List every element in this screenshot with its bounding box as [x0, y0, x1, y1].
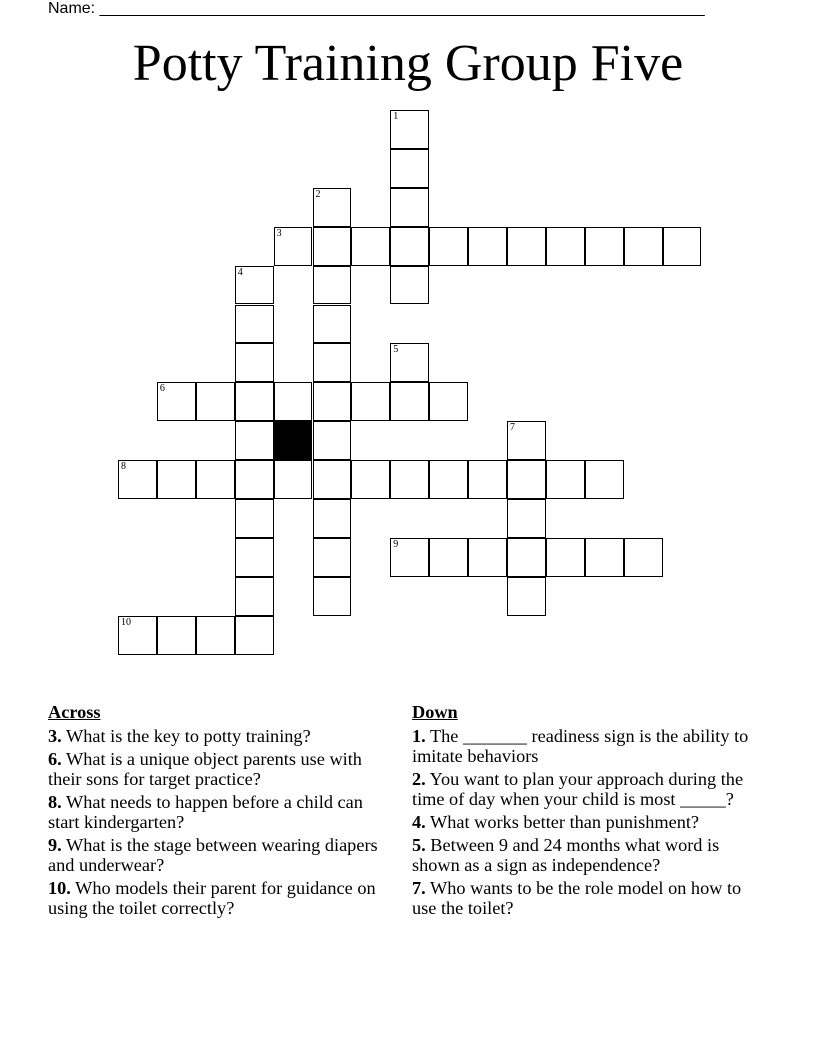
- crossword-cell[interactable]: [390, 538, 429, 577]
- crossword-cell[interactable]: [118, 616, 157, 655]
- crossword-cell[interactable]: [313, 343, 352, 382]
- down-clue-5: 5. Between 9 and 24 months what word is shown as a sign as independence?: [412, 835, 720, 875]
- crossword-cell[interactable]: [351, 460, 390, 499]
- crossword-cell[interactable]: [313, 499, 352, 538]
- clue-number: 3: [276, 227, 282, 239]
- page-title: Potty Training Group Five: [132, 35, 684, 92]
- crossword-cell[interactable]: [507, 577, 546, 616]
- crossword-cell[interactable]: [390, 382, 429, 421]
- down-clue-7: 7. Who wants to be the role model on how to use the toilet?: [412, 878, 742, 918]
- across-clue-10: 10. Who models their parent for guidance on using the toilet correctly?: [48, 878, 376, 918]
- crossword-cell[interactable]: [313, 188, 352, 227]
- across-clue-3: 3. What is the key to potty training?: [48, 726, 311, 746]
- crossword-cell[interactable]: [507, 538, 546, 577]
- crossword-cell[interactable]: [624, 227, 663, 266]
- crossword-cell[interactable]: [468, 460, 507, 499]
- crossword-cell[interactable]: [274, 382, 313, 421]
- crossword-cell[interactable]: [390, 343, 429, 382]
- down-clue-2: 2. You want to plan your approach during the time of day when your child is most _____?: [412, 769, 744, 809]
- clue-number: 10: [121, 616, 131, 628]
- crossword-black-cell: [274, 421, 313, 460]
- crossword-cell[interactable]: [196, 460, 235, 499]
- crossword-cell[interactable]: [351, 227, 390, 266]
- crossword-cell[interactable]: [313, 266, 352, 305]
- crossword-cell[interactable]: [235, 577, 274, 616]
- crossword-cell[interactable]: [507, 460, 546, 499]
- crossword-cell[interactable]: [507, 421, 546, 460]
- crossword-cell[interactable]: [274, 227, 313, 266]
- across-clue-6: 6. What is a unique object parents use with their sons for target practice?: [48, 749, 362, 789]
- crossword-cell[interactable]: [429, 227, 468, 266]
- crossword-cell[interactable]: [157, 616, 196, 655]
- crossword-cell[interactable]: [507, 499, 546, 538]
- down-heading: Down: [412, 702, 458, 722]
- crossword-cell[interactable]: [235, 538, 274, 577]
- clue-number: 7: [510, 422, 515, 434]
- crossword-cell[interactable]: [157, 460, 196, 499]
- crossword-cell[interactable]: [390, 266, 429, 305]
- crossword-cell[interactable]: [390, 460, 429, 499]
- clue-number: 1: [393, 111, 399, 122]
- crossword-cell[interactable]: [429, 460, 468, 499]
- crossword-cell[interactable]: [546, 538, 585, 577]
- crossword-cell[interactable]: [157, 382, 196, 421]
- clue-number: 5: [393, 344, 399, 356]
- crossword-cell[interactable]: [546, 227, 585, 266]
- across-clue-8: 8. What needs to happen before a child can start kindergarten?: [48, 792, 363, 832]
- crossword-cell[interactable]: [429, 538, 468, 577]
- down-clue-4: 4. What works better than punishment?: [412, 812, 700, 832]
- name-field-label: Name: ____________________________________________________________________: [48, 0, 705, 17]
- crossword-cell[interactable]: [313, 538, 352, 577]
- crossword-cell[interactable]: [546, 460, 585, 499]
- crossword-cell[interactable]: [624, 538, 663, 577]
- clue-number: 9: [393, 538, 399, 550]
- crossword-cell[interactable]: [585, 538, 624, 577]
- crossword-cell[interactable]: [468, 227, 507, 266]
- crossword-cell[interactable]: [313, 227, 352, 266]
- crossword-cell[interactable]: [585, 227, 624, 266]
- crossword-cell[interactable]: [585, 460, 624, 499]
- crossword-cell[interactable]: [313, 305, 352, 344]
- clue-number: 8: [121, 461, 126, 473]
- across-clue-9: 9. What is the stage between wearing diapers and underwear?: [48, 835, 378, 875]
- crossword-cell[interactable]: [351, 382, 390, 421]
- crossword-cell[interactable]: [390, 227, 429, 266]
- crossword-cell[interactable]: [118, 460, 157, 499]
- clue-number: 2: [315, 188, 321, 200]
- crossword-cell[interactable]: [235, 343, 274, 382]
- crossword-cell[interactable]: [313, 577, 352, 616]
- crossword-cell[interactable]: [390, 110, 429, 149]
- crossword-cell[interactable]: [313, 460, 352, 499]
- across-clues: [48, 702, 378, 921]
- across-heading: Across: [48, 702, 101, 722]
- clue-number: 4: [237, 266, 243, 278]
- crossword-cell[interactable]: [235, 382, 274, 421]
- down-clues: [412, 702, 768, 921]
- crossword-cell[interactable]: [274, 460, 313, 499]
- crossword-cell[interactable]: [235, 616, 274, 655]
- crossword-cell[interactable]: [429, 382, 468, 421]
- crossword-cell[interactable]: [235, 305, 274, 344]
- crossword-cell[interactable]: [235, 499, 274, 538]
- crossword-cell[interactable]: [313, 382, 352, 421]
- crossword-cell[interactable]: [390, 149, 429, 188]
- crossword-cell[interactable]: [663, 227, 702, 266]
- down-clue-1: 1. The _______ readiness sign is the ability to imitate behaviors: [412, 726, 749, 766]
- crossword-cell[interactable]: [235, 421, 274, 460]
- crossword-cell[interactable]: [235, 460, 274, 499]
- crossword-cell[interactable]: [507, 227, 546, 266]
- crossword-cell[interactable]: [390, 188, 429, 227]
- crossword-cell[interactable]: [313, 421, 352, 460]
- clue-number: 6: [159, 383, 165, 395]
- crossword-cell[interactable]: [235, 266, 274, 305]
- crossword-cell[interactable]: [468, 538, 507, 577]
- crossword-cell[interactable]: [196, 616, 235, 655]
- crossword-cell[interactable]: [196, 382, 235, 421]
